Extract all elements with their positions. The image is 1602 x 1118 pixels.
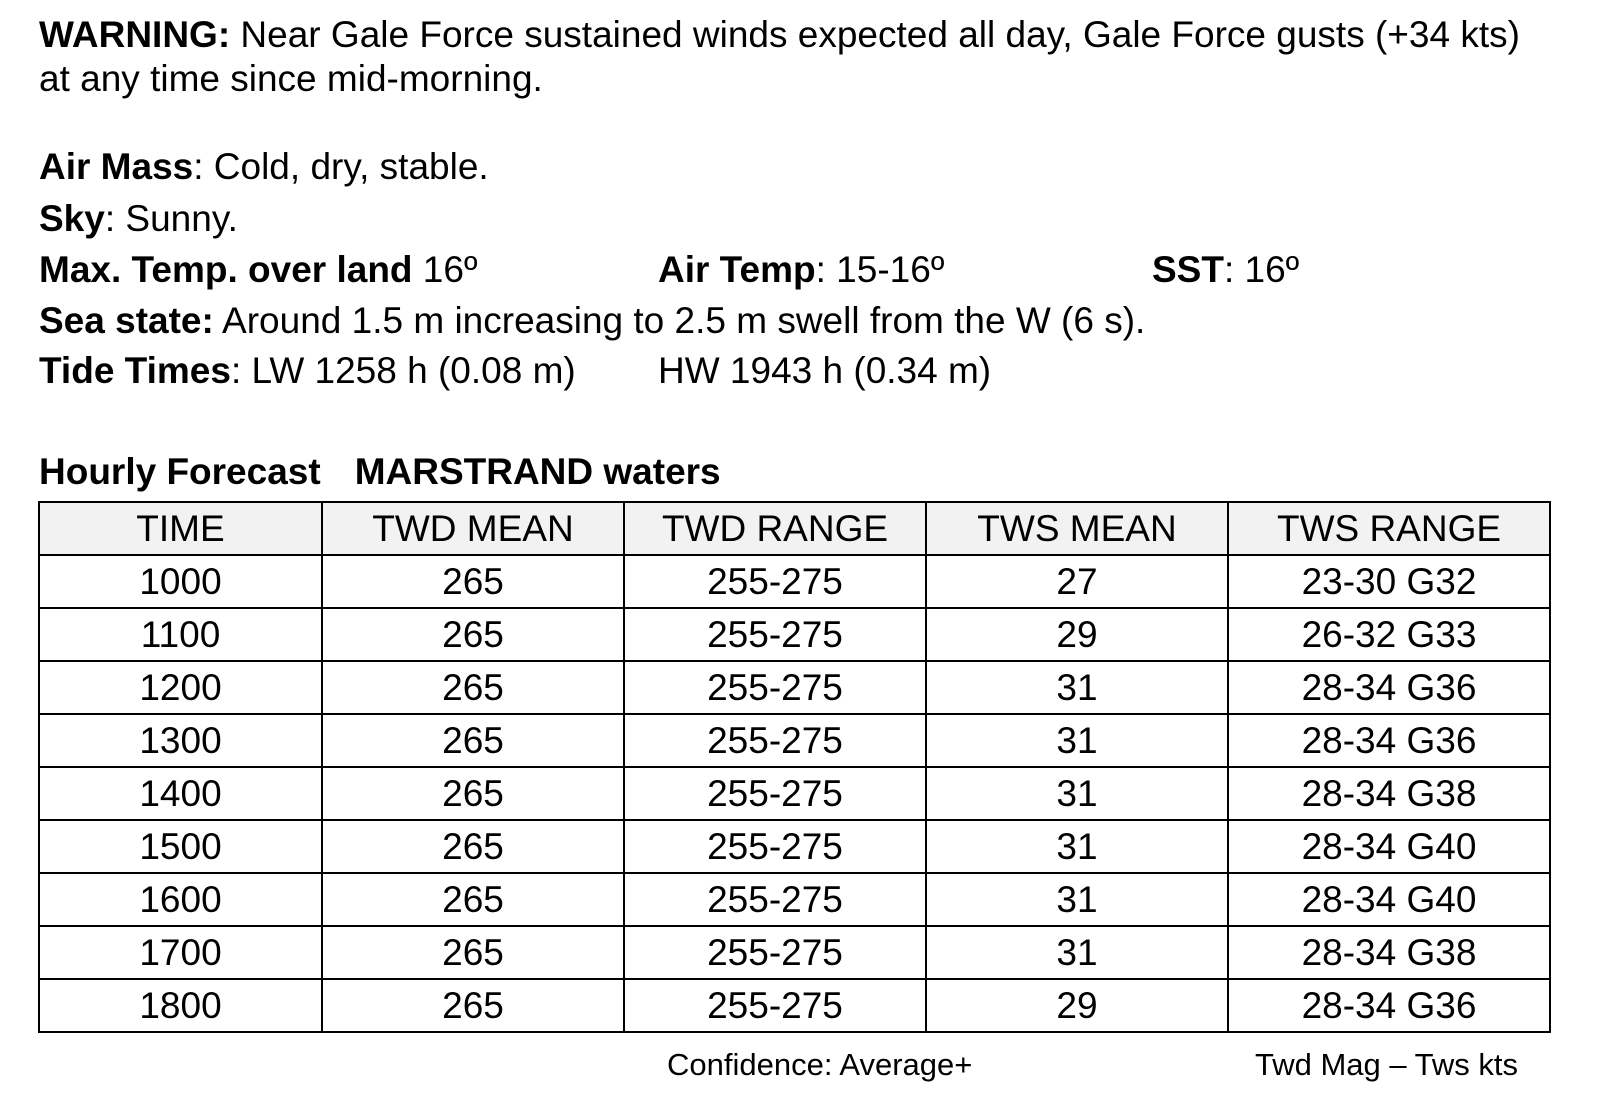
table-row [39, 661, 1550, 714]
cell-twd-mean: 265 [322, 926, 624, 979]
cell-tws-range: 28-34 G40 [1228, 820, 1550, 873]
max-temp-value: 16º [412, 249, 478, 290]
cell-tws-mean: 29 [926, 608, 1228, 661]
col-header-time: TIME [39, 502, 322, 555]
tide-hw-value: HW 1943 h (0.34 m) [658, 350, 992, 391]
cell-twd-mean: 265 [322, 555, 624, 608]
sst-label: SST [1152, 249, 1224, 290]
table-row [39, 926, 1550, 979]
cell-time: 1600 [39, 873, 322, 926]
cell-time: 1100 [39, 608, 322, 661]
sst-line [1152, 248, 1299, 292]
table-row [39, 820, 1550, 873]
forecast-title [39, 450, 721, 494]
cell-twd-mean: 265 [322, 979, 624, 1032]
max-temp-line [39, 248, 477, 292]
sea-state-value: Around 1.5 m increasing to 2.5 m swell from the W (6 s). [213, 300, 1146, 341]
cell-time: 1800 [39, 979, 322, 1032]
units-note: Twd Mag – Tws kts [1255, 1047, 1519, 1082]
cell-twd-mean: 265 [322, 820, 624, 873]
cell-twd-range: 255-275 [624, 820, 926, 873]
forecast-location: MARSTRAND waters [354, 451, 721, 492]
max-temp-label: Max. Temp. over land [39, 249, 413, 290]
cell-time: 1400 [39, 767, 322, 820]
cell-tws-range: 28-34 G36 [1228, 979, 1550, 1032]
cell-twd-range: 255-275 [624, 714, 926, 767]
tide-times-line [39, 349, 576, 393]
cell-time: 1700 [39, 926, 322, 979]
air-temp-value: : 15-16º [815, 249, 945, 290]
cell-twd-range: 255-275 [624, 661, 926, 714]
forecast-title-label: Hourly Forecast [39, 451, 321, 492]
table-row [39, 767, 1550, 820]
cell-tws-mean: 31 [926, 661, 1228, 714]
sea-state-line [39, 299, 1145, 343]
col-header-tws-range: TWS RANGE [1228, 502, 1550, 555]
cell-tws-mean: 31 [926, 873, 1228, 926]
cell-twd-mean: 265 [322, 767, 624, 820]
cell-twd-range: 255-275 [624, 608, 926, 661]
sky-value: : Sunny. [104, 198, 238, 239]
confidence-note: Confidence: Average+ [667, 1047, 973, 1082]
cell-twd-mean: 265 [322, 873, 624, 926]
cell-tws-mean: 31 [926, 926, 1228, 979]
cell-twd-range: 255-275 [624, 873, 926, 926]
table-row [39, 608, 1550, 661]
col-header-tws-mean: TWS MEAN [926, 502, 1228, 555]
col-header-twd-mean: TWD MEAN [322, 502, 624, 555]
warning-text [39, 13, 1539, 101]
cell-time: 1000 [39, 555, 322, 608]
cell-tws-range: 23-30 G32 [1228, 555, 1550, 608]
air-mass-line [39, 145, 489, 189]
cell-time: 1300 [39, 714, 322, 767]
cell-tws-mean: 29 [926, 979, 1228, 1032]
cell-twd-mean: 265 [322, 608, 624, 661]
table-row [39, 979, 1550, 1032]
sea-state-label: Sea state: [39, 300, 214, 341]
cell-tws-range: 28-34 G38 [1228, 767, 1550, 820]
sky-line [39, 197, 238, 241]
warning-message: Near Gale Force sustained winds expected all day, Gale Force gusts (+34 kts) at any time since mid-morning. [39, 14, 1520, 99]
sst-value: : 16º [1223, 249, 1300, 290]
cell-tws-range: 26-32 G33 [1228, 608, 1550, 661]
air-mass-label: Air Mass [39, 146, 194, 187]
air-temp-line [658, 248, 944, 292]
cell-twd-range: 255-275 [624, 979, 926, 1032]
cell-twd-range: 255-275 [624, 555, 926, 608]
table-row [39, 714, 1550, 767]
cell-twd-range: 255-275 [624, 767, 926, 820]
table-header-row [39, 502, 1550, 555]
cell-tws-mean: 31 [926, 820, 1228, 873]
cell-twd-range: 255-275 [624, 926, 926, 979]
col-header-twd-range: TWD RANGE [624, 502, 926, 555]
cell-tws-range: 28-34 G36 [1228, 661, 1550, 714]
hourly-forecast-table [38, 501, 1551, 1033]
table-row [39, 555, 1550, 608]
cell-tws-range: 28-34 G40 [1228, 873, 1550, 926]
air-temp-label: Air Temp [658, 249, 816, 290]
cell-tws-range: 28-34 G36 [1228, 714, 1550, 767]
table-row [39, 873, 1550, 926]
sky-label: Sky [39, 198, 105, 239]
tide-times-label: Tide Times [39, 350, 231, 391]
air-mass-value: : Cold, dry, stable. [193, 146, 489, 187]
warning-label: WARNING: [39, 14, 231, 55]
cell-time: 1200 [39, 661, 322, 714]
tide-lw-value: : LW 1258 h (0.08 m) [230, 350, 576, 391]
cell-time: 1500 [39, 820, 322, 873]
cell-tws-mean: 31 [926, 714, 1228, 767]
cell-twd-mean: 265 [322, 714, 624, 767]
cell-tws-mean: 31 [926, 767, 1228, 820]
cell-tws-range: 28-34 G38 [1228, 926, 1550, 979]
cell-twd-mean: 265 [322, 661, 624, 714]
cell-tws-mean: 27 [926, 555, 1228, 608]
